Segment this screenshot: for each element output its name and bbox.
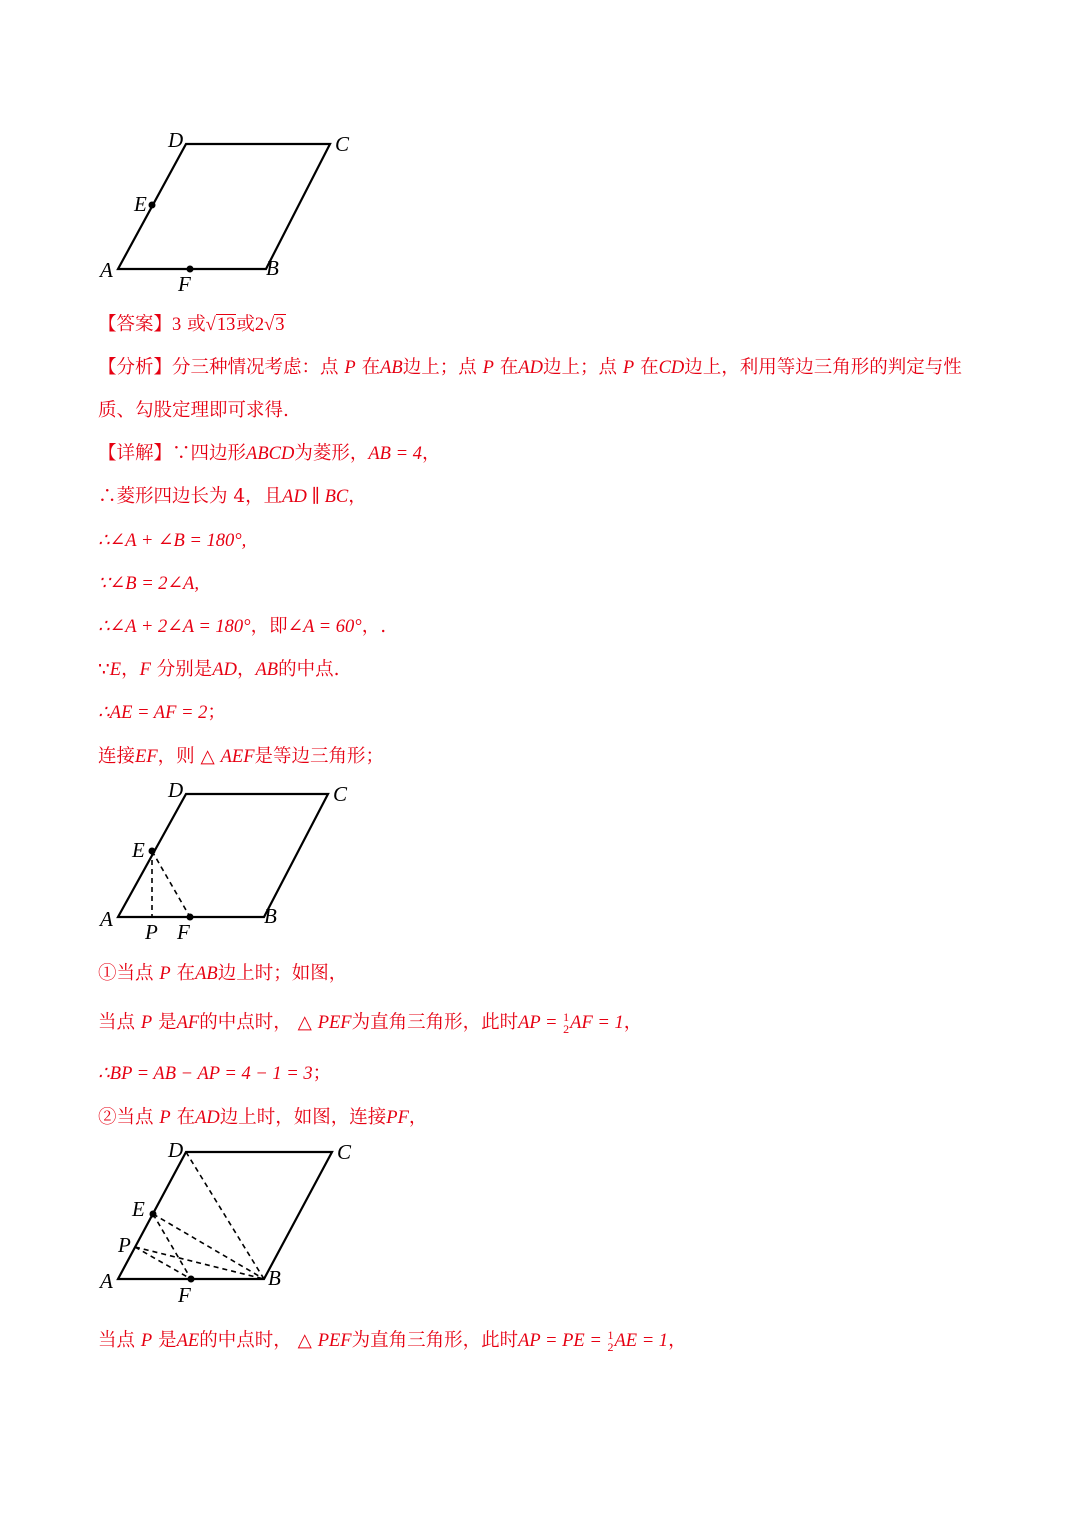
answer-sqrt-3: √3 [264,315,285,335]
case2-line-2 [98,1329,687,1353]
rhombus-diagram-2 [90,775,380,950]
case1-c2-f: PEF [317,1013,352,1033]
detail-d5-b: ，即 [250,616,288,637]
analysis-text-a: 分三种情况考虑：点 [172,357,345,378]
point-f-dot [188,1276,195,1283]
detail-d8-c: ，则 △ [157,746,221,767]
analysis-tag: 【分析】 [98,357,173,378]
detail-line-4: ∵∠B = 2∠A, [98,574,199,594]
case2-c1-a: ②当点 [98,1107,160,1128]
detail-d6-a: ∵ [98,659,110,680]
analysis-p3: P [622,358,635,378]
label-d: D [168,778,184,802]
rhombus-figure-3 [90,1133,380,1313]
case1-c1-a: ①当点 [98,963,160,984]
label-a: A [100,907,113,931]
analysis-p2: P [482,358,494,378]
answer-sqrt-3-radicand: 3 [275,315,285,335]
label-f: F [177,920,190,944]
case2-c2-i: AE = 1 [614,1331,669,1351]
case2-c2-h: AP = PE = [518,1331,607,1351]
fraction-numerator: 1 [607,1328,614,1342]
analysis-text-e: 边上；点 [542,357,623,378]
case2-c2-e: 的中点时， △ [199,1330,318,1351]
case2-c1-b: P [159,1108,171,1128]
case1-line-2 [98,1011,642,1035]
rhombus-figure-2 [90,775,380,950]
dashed-pb [135,1247,264,1279]
detail-d8-e: 是等边三角形； [254,746,385,767]
answer-or-1: 或 [187,314,206,335]
analysis-text-b: 在 [355,357,381,378]
label-f: F [178,1283,191,1307]
detail-line-3: ∴∠A + ∠B = 180°, [98,531,247,551]
rhombus-diagram-3 [90,1133,380,1313]
case1-c2-i: AF = 1 [570,1013,624,1033]
detail-d6-i: 的中点. [278,659,340,680]
fraction-numerator: 1 [563,1010,570,1024]
case1-line-1 [98,962,347,986]
case1-c2-b: P [140,1013,153,1033]
fraction-denominator: 2 [607,1340,614,1354]
label-b: B [266,256,279,280]
detail-d6-b: E [109,660,122,680]
label-e: E [132,838,145,862]
detail-d7-b: ； [207,702,226,723]
detail-d7-a: ∴AE = AF = 2 [98,703,208,723]
detail-d6-e: 分别是 [150,659,213,680]
label-c: C [333,782,348,806]
analysis-line-2: 质、勾股定理即可求得. [98,400,289,421]
detail-d1-a: ∵四边形 [172,443,247,464]
detail-line-6 [98,658,340,682]
answer-line [98,313,286,337]
answer-or-2: 或 [236,314,255,335]
label-p: P [145,920,158,944]
detail-d8-b: EF [135,747,158,767]
detail-d6-d: F [139,660,151,680]
detail-d2-a: ∴菱形四边长为 4，且 [98,486,283,507]
case2-c2-f: PEF [317,1331,352,1351]
case2-c1-f: PF [386,1108,409,1128]
detail-d1-b: ABCD [246,444,295,464]
detail-d2-c: ， [348,486,367,507]
case2-c1-e: 边上时，如图，连接 [219,1107,387,1128]
rhombus-diagram-1 [90,125,380,300]
case1-c2-d: AF [176,1013,200,1033]
answer-coef: 2 [254,315,265,335]
label-e: E [132,1197,145,1221]
detail-d8-a: 连接 [98,746,136,767]
answer-sqrt-13-radicand: 13 [216,315,236,335]
detail-d5-c: ∠A = 60° [287,617,362,637]
detail-tag: 【详解】 [98,443,173,464]
case1-line-3 [98,1062,331,1086]
dashed-eb [153,1214,264,1279]
detail-line-1 [98,442,440,466]
answer-sqrt-13: √13 [205,315,236,335]
detail-d1-c: 为菱形， [294,443,369,464]
dashed-ef [153,1214,191,1279]
case2-c2-a: 当点 [98,1330,141,1351]
case1-c2-a: 当点 [98,1012,141,1033]
case2-c2-c: 是 [152,1330,177,1351]
detail-d8-d: AEF [220,747,255,767]
case2-c1-d: AD [195,1108,220,1128]
label-b: B [264,904,277,928]
label-a: A [100,1269,113,1293]
case1-c2-h: AP = [518,1013,563,1033]
detail-d2-b: AD ∥ BC [282,487,349,507]
label-p: P [118,1233,131,1257]
label-a: A [100,258,113,282]
dashed-db [186,1152,264,1279]
case2-c2-d: AE [176,1331,200,1351]
case2-c1-g: ， [408,1107,428,1128]
analysis-text-f: 在 [634,357,659,378]
case1-c1-d: AB [195,964,218,984]
case2-c2-b: P [140,1331,153,1351]
point-e-dot [149,202,156,209]
detail-line-8 [98,745,384,769]
label-c: C [337,1140,352,1164]
detail-d5-d: ，. [361,616,387,637]
detail-d1-d: AB = 4 [368,444,422,464]
detail-d6-g: ， [236,659,256,680]
label-e: E [134,192,147,216]
case1-c1-b: P [159,964,171,984]
case1-c3-b: ； [312,1063,332,1084]
label-d: D [168,128,184,152]
rhombus-figure-1 [90,125,380,300]
label-c: C [335,132,350,156]
detail-d6-h: AB [255,660,279,680]
case1-c3-a: ∴BP = AB − AP = 4 − 1 = 3 [98,1064,313,1084]
case2-c1-c: 在 [170,1107,196,1128]
fraction-denominator: 2 [563,1022,570,1036]
case1-c2-j: ， [623,1012,643,1033]
detail-d6-f: AD [212,660,237,680]
dashed-pf [135,1247,191,1279]
case1-c2-e: 的中点时， △ [199,1012,318,1033]
detail-d1-e: ， [421,443,441,464]
dashed-ef [152,851,190,917]
point-e-dot [149,848,156,855]
case2-fraction [607,1329,613,1353]
label-f: F [178,272,191,296]
label-b: B [268,1266,281,1290]
analysis-ab: AB [380,358,403,378]
answer-tag: 【答案】 [98,314,173,335]
label-d: D [168,1138,184,1162]
case1-c1-e: 边上时；如图， [217,963,348,984]
analysis-text-d: 在 [493,357,519,378]
case1-fraction [563,1011,569,1035]
rhombus-outline [118,794,328,917]
case1-c2-g: 为直角三角形，此时 [351,1012,519,1033]
point-e-dot [150,1211,157,1218]
analysis-ad: AD [518,358,543,378]
analysis-line-1 [98,356,962,380]
analysis-cd: CD [658,358,685,378]
detail-line-2 [98,485,367,509]
detail-d5-a: ∴∠A + 2∠A = 180° [98,617,251,637]
case2-line-1 [98,1106,427,1130]
case2-c2-j: ， [668,1330,687,1351]
detail-line-7 [98,701,226,725]
analysis-text-c: 边上；点 [402,357,483,378]
detail-line-5 [98,615,386,639]
case1-c1-c: 在 [170,963,196,984]
case1-c2-c: 是 [152,1012,177,1033]
detail-d6-c: ， [121,659,140,680]
analysis-text-g: 边上，利用等边三角形的判定与性 [684,357,962,378]
case2-c2-g: 为直角三角形，此时 [351,1330,519,1351]
answer-value-1: 3 [172,315,182,335]
analysis-p1: P [344,358,356,378]
